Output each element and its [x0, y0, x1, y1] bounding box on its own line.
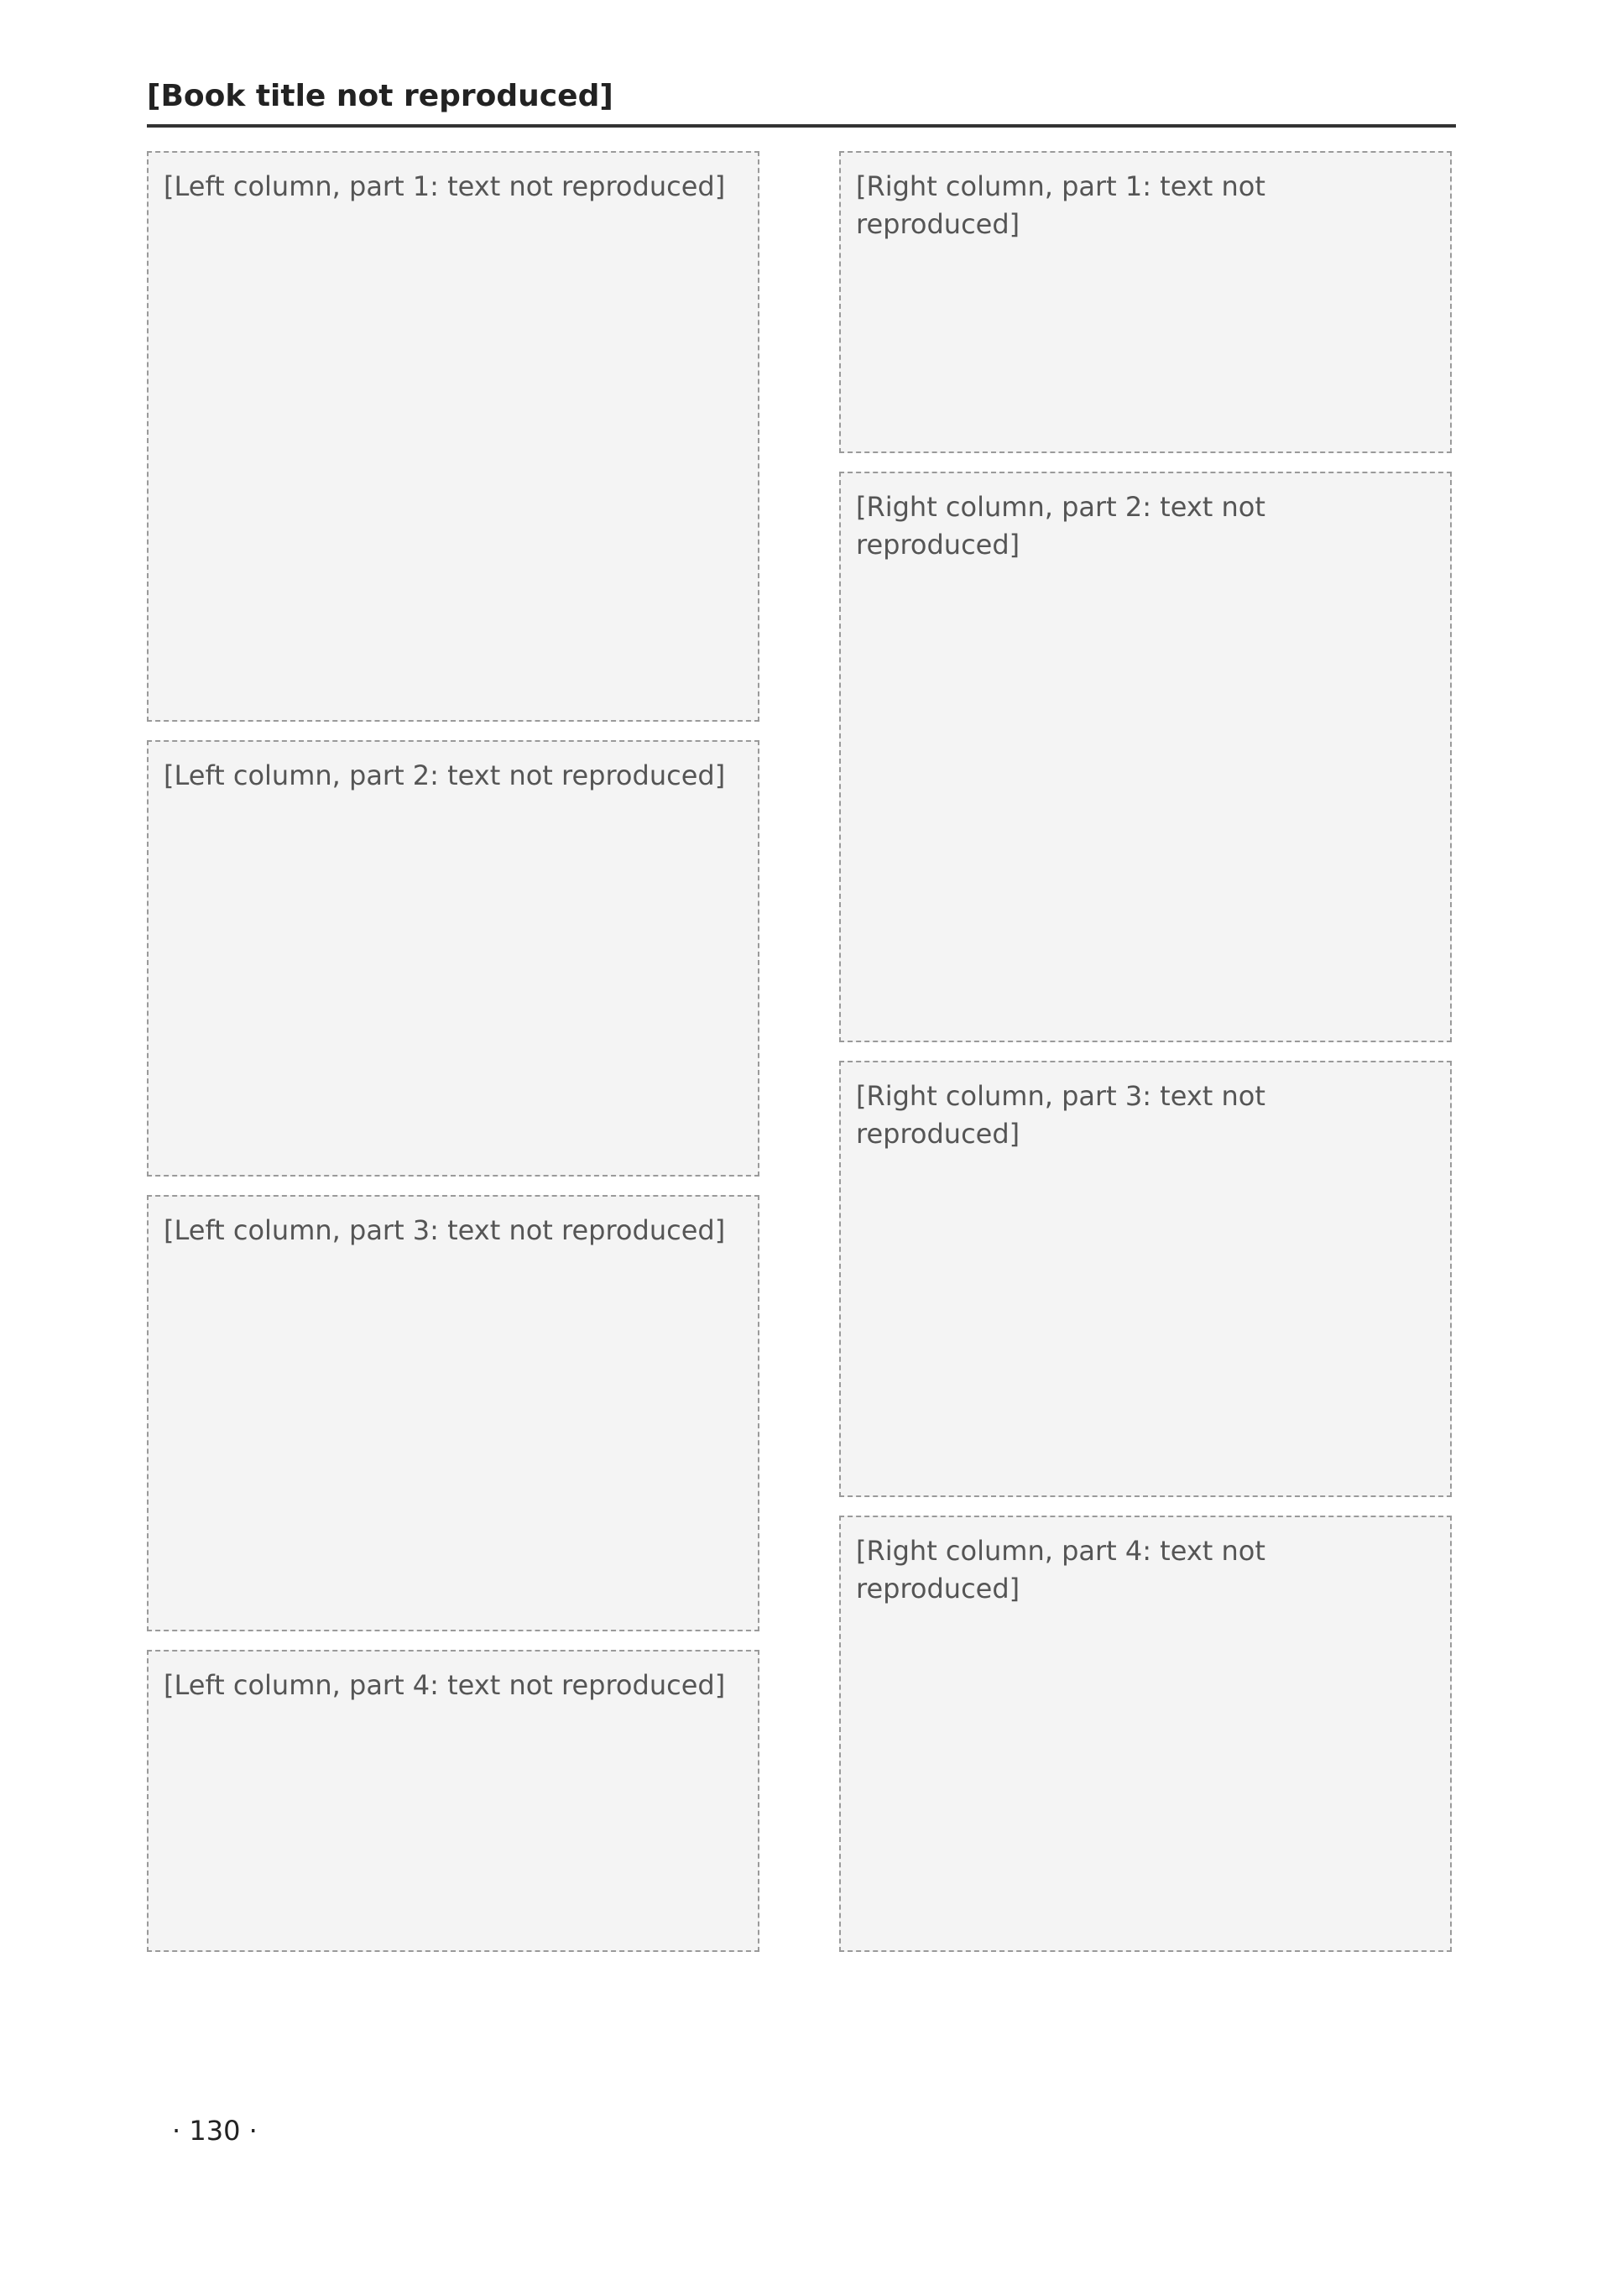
left-column — [147, 151, 759, 1970]
text-placeholder: [Left column, part 2: text not reproduced] — [147, 740, 759, 1177]
text-placeholder: [Right column, part 2: text not reproduced] — [839, 472, 1452, 1042]
text-placeholder: [Right column, part 4: text not reproduced] — [839, 1516, 1452, 1952]
page-header — [147, 74, 1456, 128]
page-number: · 130 · — [172, 2115, 258, 2147]
text-placeholder: [Right column, part 3: text not reproduced] — [839, 1061, 1452, 1497]
text-placeholder: [Right column, part 1: text not reproduced] — [839, 151, 1452, 453]
book-title: [Book title not reproduced] — [147, 79, 613, 113]
text-placeholder: [Left column, part 3: text not reproduced] — [147, 1195, 759, 1631]
text-placeholder: [Left column, part 4: text not reproduced] — [147, 1650, 759, 1952]
right-column — [839, 151, 1452, 1970]
text-placeholder: [Left column, part 1: text not reproduced] — [147, 151, 759, 722]
